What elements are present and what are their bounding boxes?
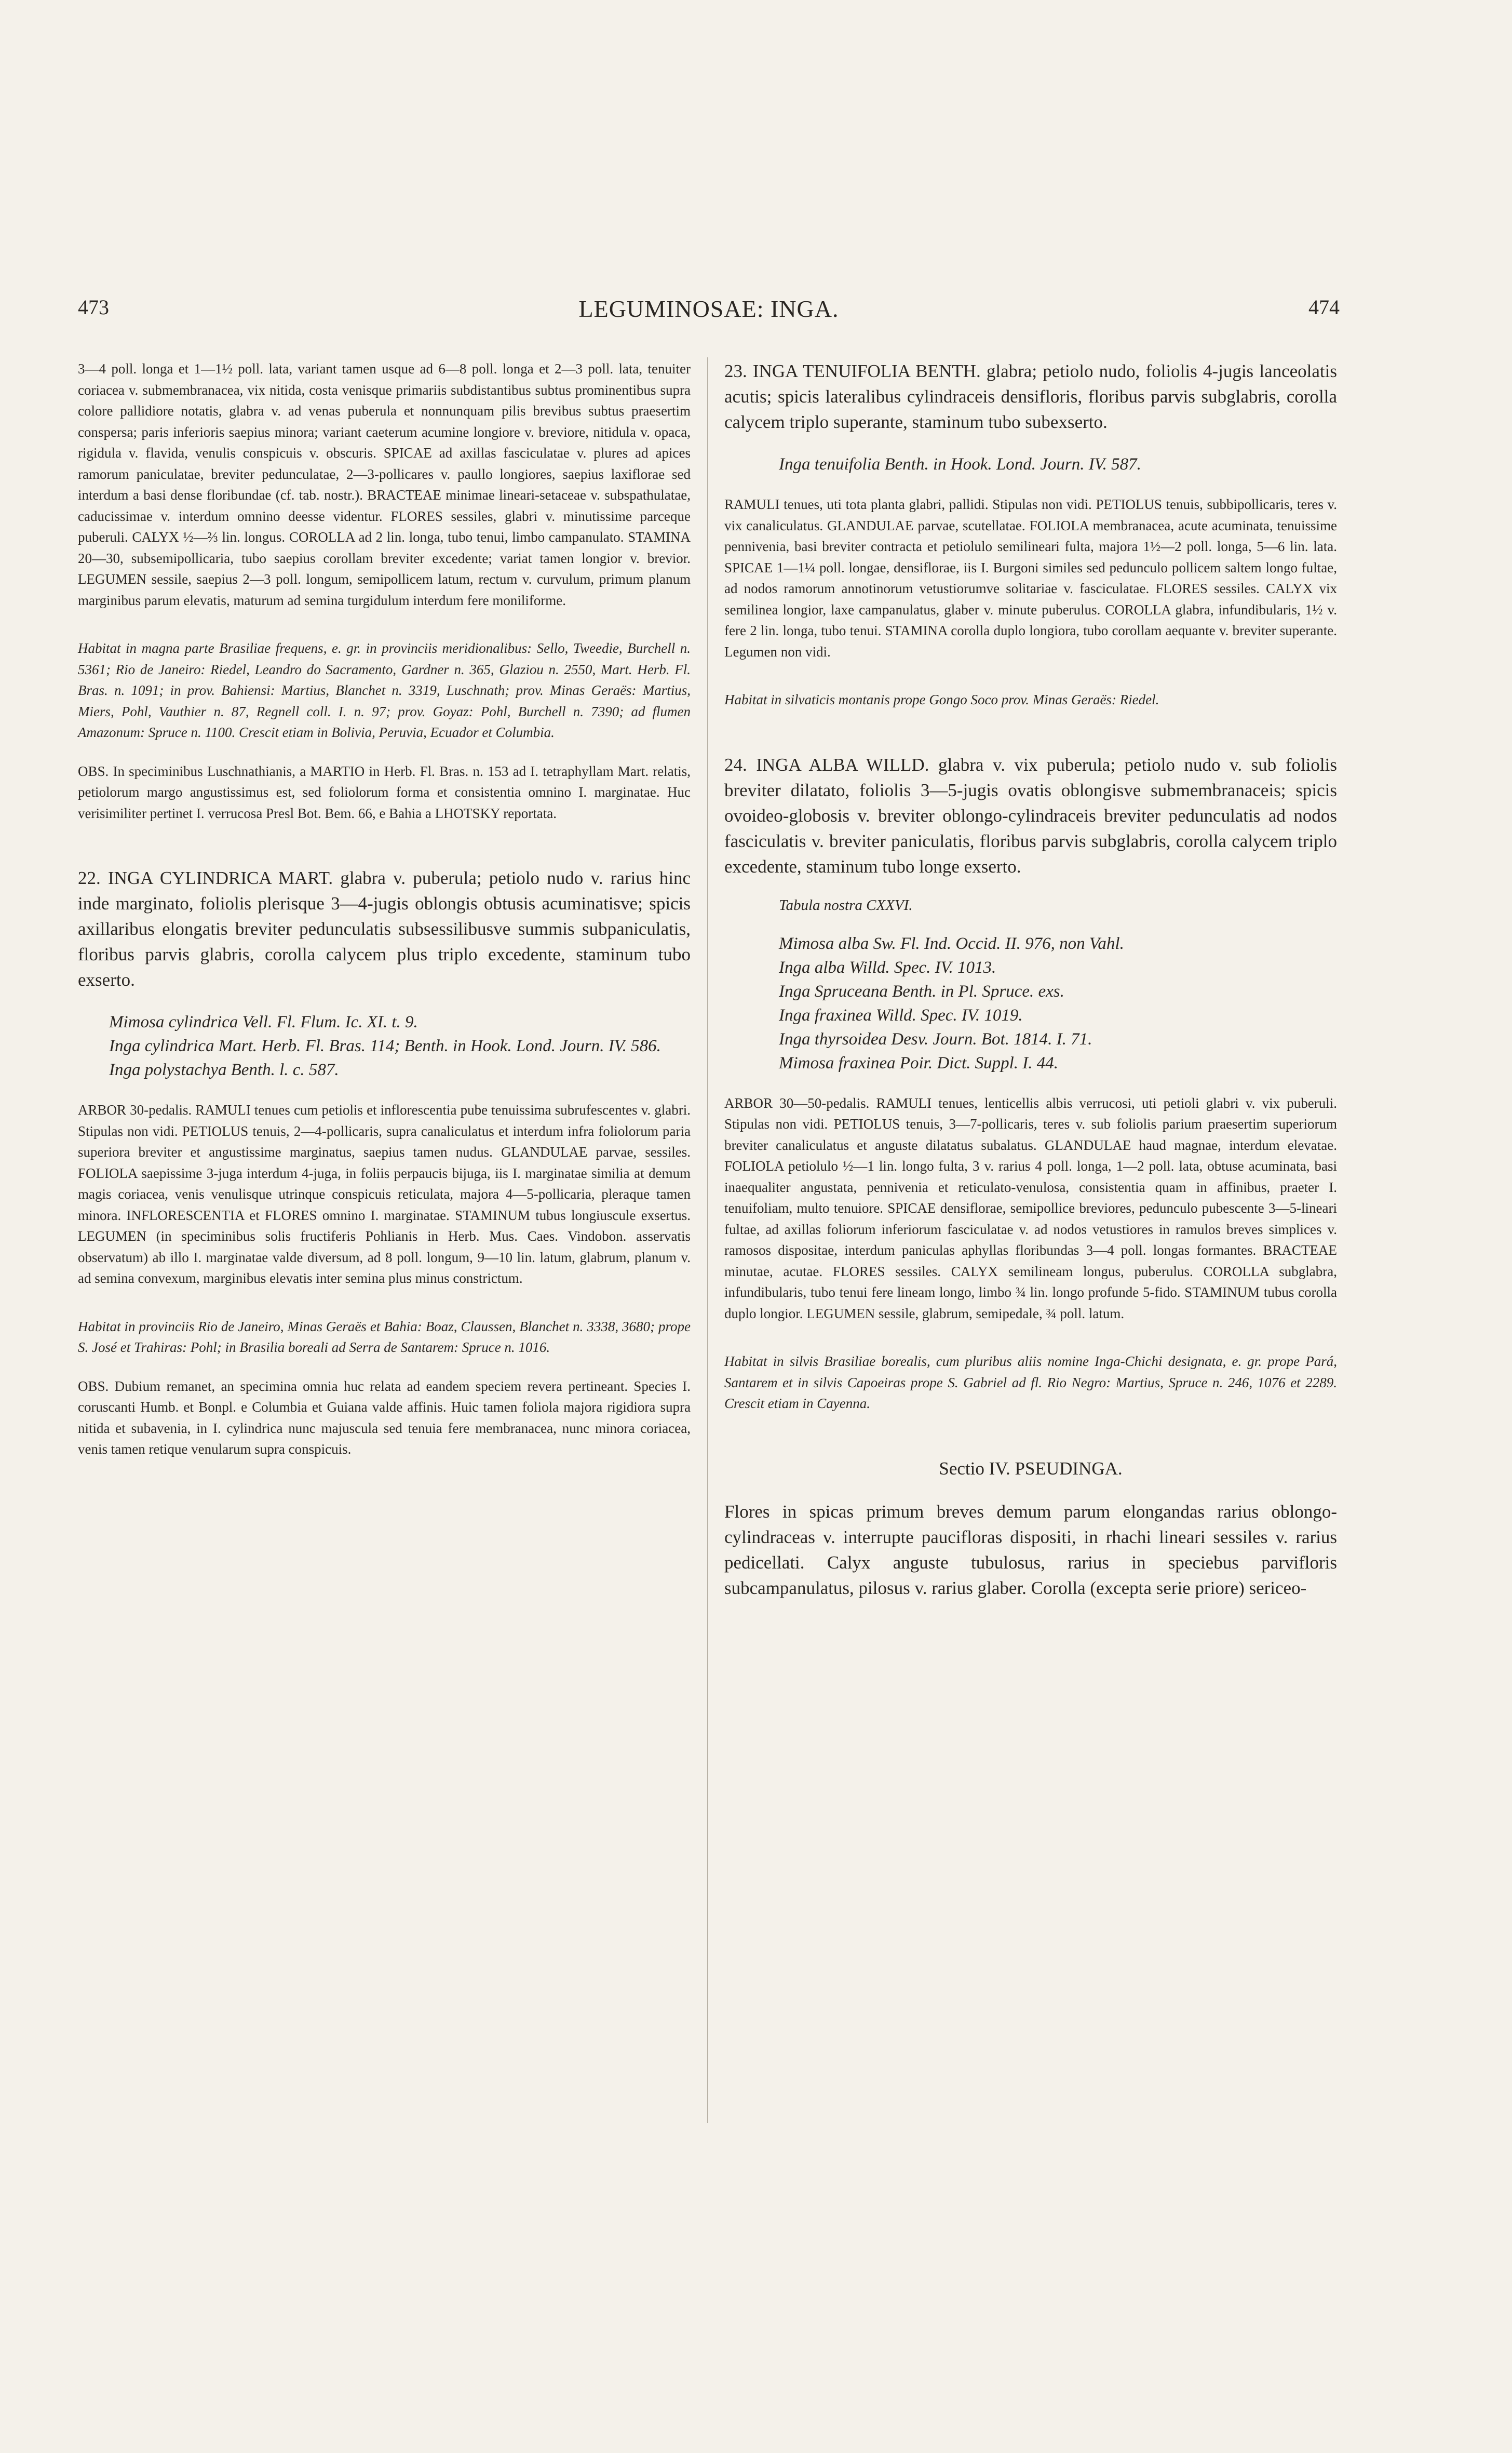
synonym-line: Inga fraxinea Willd. Spec. IV. 1019.: [779, 1006, 1023, 1025]
section-heading: Sectio IV. PSEUDINGA.: [939, 1458, 1123, 1479]
synonym-line: Inga tenuifolia Benth. in Hook. Lond. Journ. IV. 587.: [779, 455, 1141, 474]
species-22-diagnosis: 22. INGA CYLINDRICA MART. glabra v. puberula; petiolo nudo v. rarius hinc inde marginato, foliolis plerisque 3—4-jugis oblongis obtusis acuminatisve; spicis axillaribus elongatis breviter pedunculatis subsessilibusve summis subpaniculatis, floribus parvis glabris, corolla calycem plus triplo excedente, staminum tubo exserto.: [78, 868, 691, 990]
synonym-line: Inga alba Willd. Spec. IV. 1013.: [779, 958, 996, 977]
species-22-synonyms: [78, 1010, 691, 1082]
column-divider: [707, 357, 708, 2123]
synonym-line: Inga thyrsoidea Desv. Journ. Bot. 1814. I. 71.: [779, 1029, 1092, 1049]
synonym-line: Inga Spruceana Benth. in Pl. Spruce. exs.: [779, 982, 1064, 1001]
page-number-right: 474: [1308, 296, 1340, 319]
habitat-paragraph: Habitat in silvaticis montanis prope Gongo Soco prov. Minas Geraës: Riedel.: [724, 692, 1159, 707]
habitat-paragraph: Habitat in silvis Brasiliae borealis, cum pluribus aliis nomine Inga-Chichi designata, e. gr. prope Pará, Santarem et in silvis Capoeiras prope S. Gabriel ad fl. Rio Negro: Martius, Spruce n. 246, 1076 et 2289. Crescit etiam in Cayenna.: [724, 1353, 1337, 1411]
section-description: Flores in spicas primum breves demum parum elongandas rarius oblongo-cylindraceas v. interrupte paucifloras dispositi, in rhachi lineari sessiles v. rarius pedicellati. Calyx anguste tubulosus, rarius in speciebus parvifloris subcampanulatus, pilosus v. rarius glaber. Corolla (excepta serie priore) sericeo-: [724, 1501, 1337, 1598]
synonym-line: Inga polystachya Benth. l. c. 587.: [109, 1061, 339, 1079]
page-header: [78, 295, 1340, 331]
synonym-line: Mimosa fraxinea Poir. Dict. Suppl. I. 44.: [779, 1053, 1059, 1073]
species-24-description: ARBOR 30—50-pedalis. RAMULI tenues, lenticellis albis verrucosi, uti petioli glabri v. vix puberuli. Stipulas non vidi. PETIOLUS tenuis, 3—7-pollicaris, teres v. sub foliolis parium praesertim superiorum breviter canaliculatus et anguste dilatatus subalatus. GLANDULAE haud magnae, interdum elevatae. FOLIOLA petiolulo ½—1 lin. longo fulta, 3 v. rarius 4 poll. longa, 1—2 poll. lata, obtuse acuminata, basi inaequaliter angustata, pennivenia et reticulato-venulosa, consistentia quam in affinibus, praeter I. tenuifoliam, multo tenuiore. SPICAE densiflorae, semipollice breviores, pedunculo pubescente 3—5-lineari fultae, ad axillas foliorum inferiorum fasciculatae v. ad nodos vetustiores in ramulos breves simplices v. ramosos dispositae, interdum paniculas aphyllas floribundas 3—4 poll. longas formantes. BRACTEAE minutae, acutae. FLORES sessiles. CALYX semilineam longus, puberulus. COROLLA subglabra, infundibularis, tubo tenui fere lineam longo, limbo ¾ lin. longo profunde 5-fido. STAMINUM tubus corolla duplo longior. LEGUMEN sessile, glabrum, semipedale, ¾ poll. latum.: [724, 1095, 1337, 1321]
habitat-paragraph: Habitat in magna parte Brasiliae frequens, e. gr. in provinciis meridionalibus: Sello, Tweedie, Burchell n. 5361; Rio de Janeiro: Riedel, Leandro do Sacramento, Gardner n. 365, Glaziou n. 2550, Mart. Herb. Fl. Bras. n. 1091; in prov. Bahiensi: Martius, Blanchet n. 3319, Luschnath; prov. Minas Geraës: Martius, Miers, Pohl, Vauthier n. 87, Regnell coll. I. n. 97; prov. Goyaz: Pohl, Burchell n. 7390; ad flumen Amazonum: Spruce n. 1100. Crescit etiam in Bolivia, Peruvia, Ecuador et Columbia.: [78, 640, 691, 740]
species-23-synonyms: [724, 452, 1337, 476]
species-22-description: ARBOR 30-pedalis. RAMULI tenues cum petiolis et inflorescentia pube tenuissima subrufescentes v. glabri. Stipulas non vidi. PETIOLUS tenuis, 2—4-pollicaris, supra canaliculatus et interdum infra foliolorum paria superiora breviter et angustissime marginatus, saepius tamen nudus. GLANDULAE parvae, sessiles. FOLIOLA saepissime 3-juga interdum 4-juga, in foliis perpaucis bijuga, iis I. marginatae similia at demum magis coriacea, venis venulisque utrinque conspicuis reticulata, majora 4—5-pollicaria, pleraque tamen minora. INFLORESCENTIA et FLORES omnino I. marginatae. STAMINUM tubus longiuscule exsertus. LEGUMEN (in speciminibus solis fructiferis Pohlianis in Herb. Mus. Caes. Vindobon. asservatis observatum) ab illo I. marginatae valde diversum, ad 8 poll. longum, 9—10 lin. latum, glabrum, planum v. ad semina convexum, marginibus elevatis inter semina plus minus constrictum.: [78, 1102, 691, 1286]
synonym-line: Mimosa alba Sw. Fl. Ind. Occid. II. 976, non Vahl.: [779, 934, 1124, 953]
right-column: [724, 358, 1337, 1601]
species-23-description: RAMULI tenues, uti tota planta glabri, pallidi. Stipulas non vidi. PETIOLUS tenuis, subbipollicaris, teres v. vix canaliculatus. GLANDULAE parvae, scutellatae. FOLIOLA membranacea, acute acuminata, tenuissime pennivenia, basi breviter contracta et petiolulo semilineari fulta, majora 1½—2 poll. longa, 5—6 lin. lata. SPICAE 1—1¼ poll. longae, densiflorae, iis I. Burgoni similes sed pedunculo pollicem saltem longo fultae, ad nodos ramorum annotinorum vetustiorumve solitariae v. fasciculatae. FLORES sessiles. CALYX vix semilinea longior, laxe campanulatus, glaber v. minute puberulus. COROLLA glabra, infundibularis, 1½ v. fere 2 lin. longa, tubo tenui. STAMINA corolla duplo longiora, tubo corollam aequante v. breviter superante. Legumen non vidi.: [724, 497, 1337, 660]
species-23-diagnosis: 23. INGA TENUIFOLIA BENTH. glabra; petiolo nudo, foliolis 4-jugis lanceolatis acutis; spicis lateralibus cylindraceis densifloris, floribus parvis subglabris, corolla calycem triplo superante, staminum tubo subexserto.: [724, 361, 1337, 432]
continued-description: 3—4 poll. longa et 1—1½ poll. lata, variant tamen usque ad 6—8 poll. longa et 2—3 poll. lata, tenuiter coriacea v. submembranacea, vix nitida, costa venisque primariis subdistantibus subtus prominentibus supra colore pallidiore notatis, glabra v. ad venas puberula et nonnunquam pilis brevibus subtus praesertim conspersa; paris inferioris saepius minora; variant caeterum acumine longiore v. breviore, nitidula v. opaca, rigidula v. flavida, venulis conspicuis v. obscuris. SPICAE ad axillas fasciculatae v. plures ad apices ramorum paniculatae, breviter pedunculatae, 2—3-pollicares v. paullo longiores, saepius laxiflorae sed interdum a basi dense floribundae (cf. tab. nostr.). BRACTEAE minimae lineari-setaceae v. subspathulatae, caducissimae v. interdum omnino deesse videntur. FLORES sessiles, glabri v. minutissime parceque puberuli. CALYX ½—⅔ lin. longus. COROLLA ad 2 lin. longa, tubo tenui, limbo campanulato. STAMINA 20—30, subsemipollicaria, tubo saepius corollam breviter excedente; variat tamen longior v. brevior. LEGUMEN sessile, saepius 2—3 poll. longum, semipollicem latum, rectum v. curvulum, primum planum marginibus parum elevatis, maturum ad semina turgidulum interdum fere moniliforme.: [78, 361, 691, 608]
left-column: [78, 358, 691, 1460]
species-24-diagnosis: 24. INGA ALBA WILLD. glabra v. vix puberula; petiolo nudo v. sub foliolis breviter dilatato, foliolis 3—5-jugis ovatis oblongisve submembranaceis; spicis ovoideo-globosis v. breviter oblongo-cylindraceis breviter pedunculatis ad nodos fasciculatis v. breviter paniculatis, floribus parvis subglabris, corolla calycem triplo excedente, staminum tubo longe exserto.: [724, 754, 1337, 877]
observation-paragraph: OBS. In speciminibus Luschnathianis, a MARTIO in Herb. Fl. Bras. n. 153 ad I. tetraphyllam Mart. relatis, petiolorum margo angustissimus est, sed foliolorum forma et consistentia omnino I. marginatae. Huc verisimiliter pertinet I. verrucosa Presl Bot. Bem. 66, e Bahia a LHOTSKY reportata.: [78, 763, 691, 821]
species-24-synonyms: [724, 932, 1337, 1075]
synonym-line: Mimosa cylindrica Vell. Fl. Flum. Ic. XI. t. 9.: [109, 1013, 418, 1031]
running-title: LEGUMINOSAE: INGA.: [578, 296, 839, 322]
habitat-paragraph: Habitat in provinciis Rio de Janeiro, Minas Geraës et Bahia: Boaz, Claussen, Blanchet n. 3338, 3680; prope S. José et Trahiras: Pohl; in Brasilia boreali ad Serra de Santarem: Spruce n. 1016.: [78, 1318, 691, 1355]
synonym-line: Inga cylindrica Mart. Herb. Fl. Bras. 114; Benth. in Hook. Lond. Journ. IV. 586.: [109, 1037, 661, 1055]
plate-reference: Tabula nostra CXXVI.: [779, 896, 913, 914]
page-number-left: 473: [78, 296, 109, 319]
observation-paragraph: OBS. Dubium remanet, an specimina omnia huc relata ad eandem speciem revera pertineant. Species I. coruscanti Humb. et Bonpl. e Columbia et Guiana valde affinis. Huic tamen foliola majora rigidiora supra nitida et subavenia, in I. cylindrica nunc majuscula sed tenuia fere membranacea, nunc minora coriacea, venis tamen retique venularum supra conspicuis.: [78, 1378, 691, 1457]
